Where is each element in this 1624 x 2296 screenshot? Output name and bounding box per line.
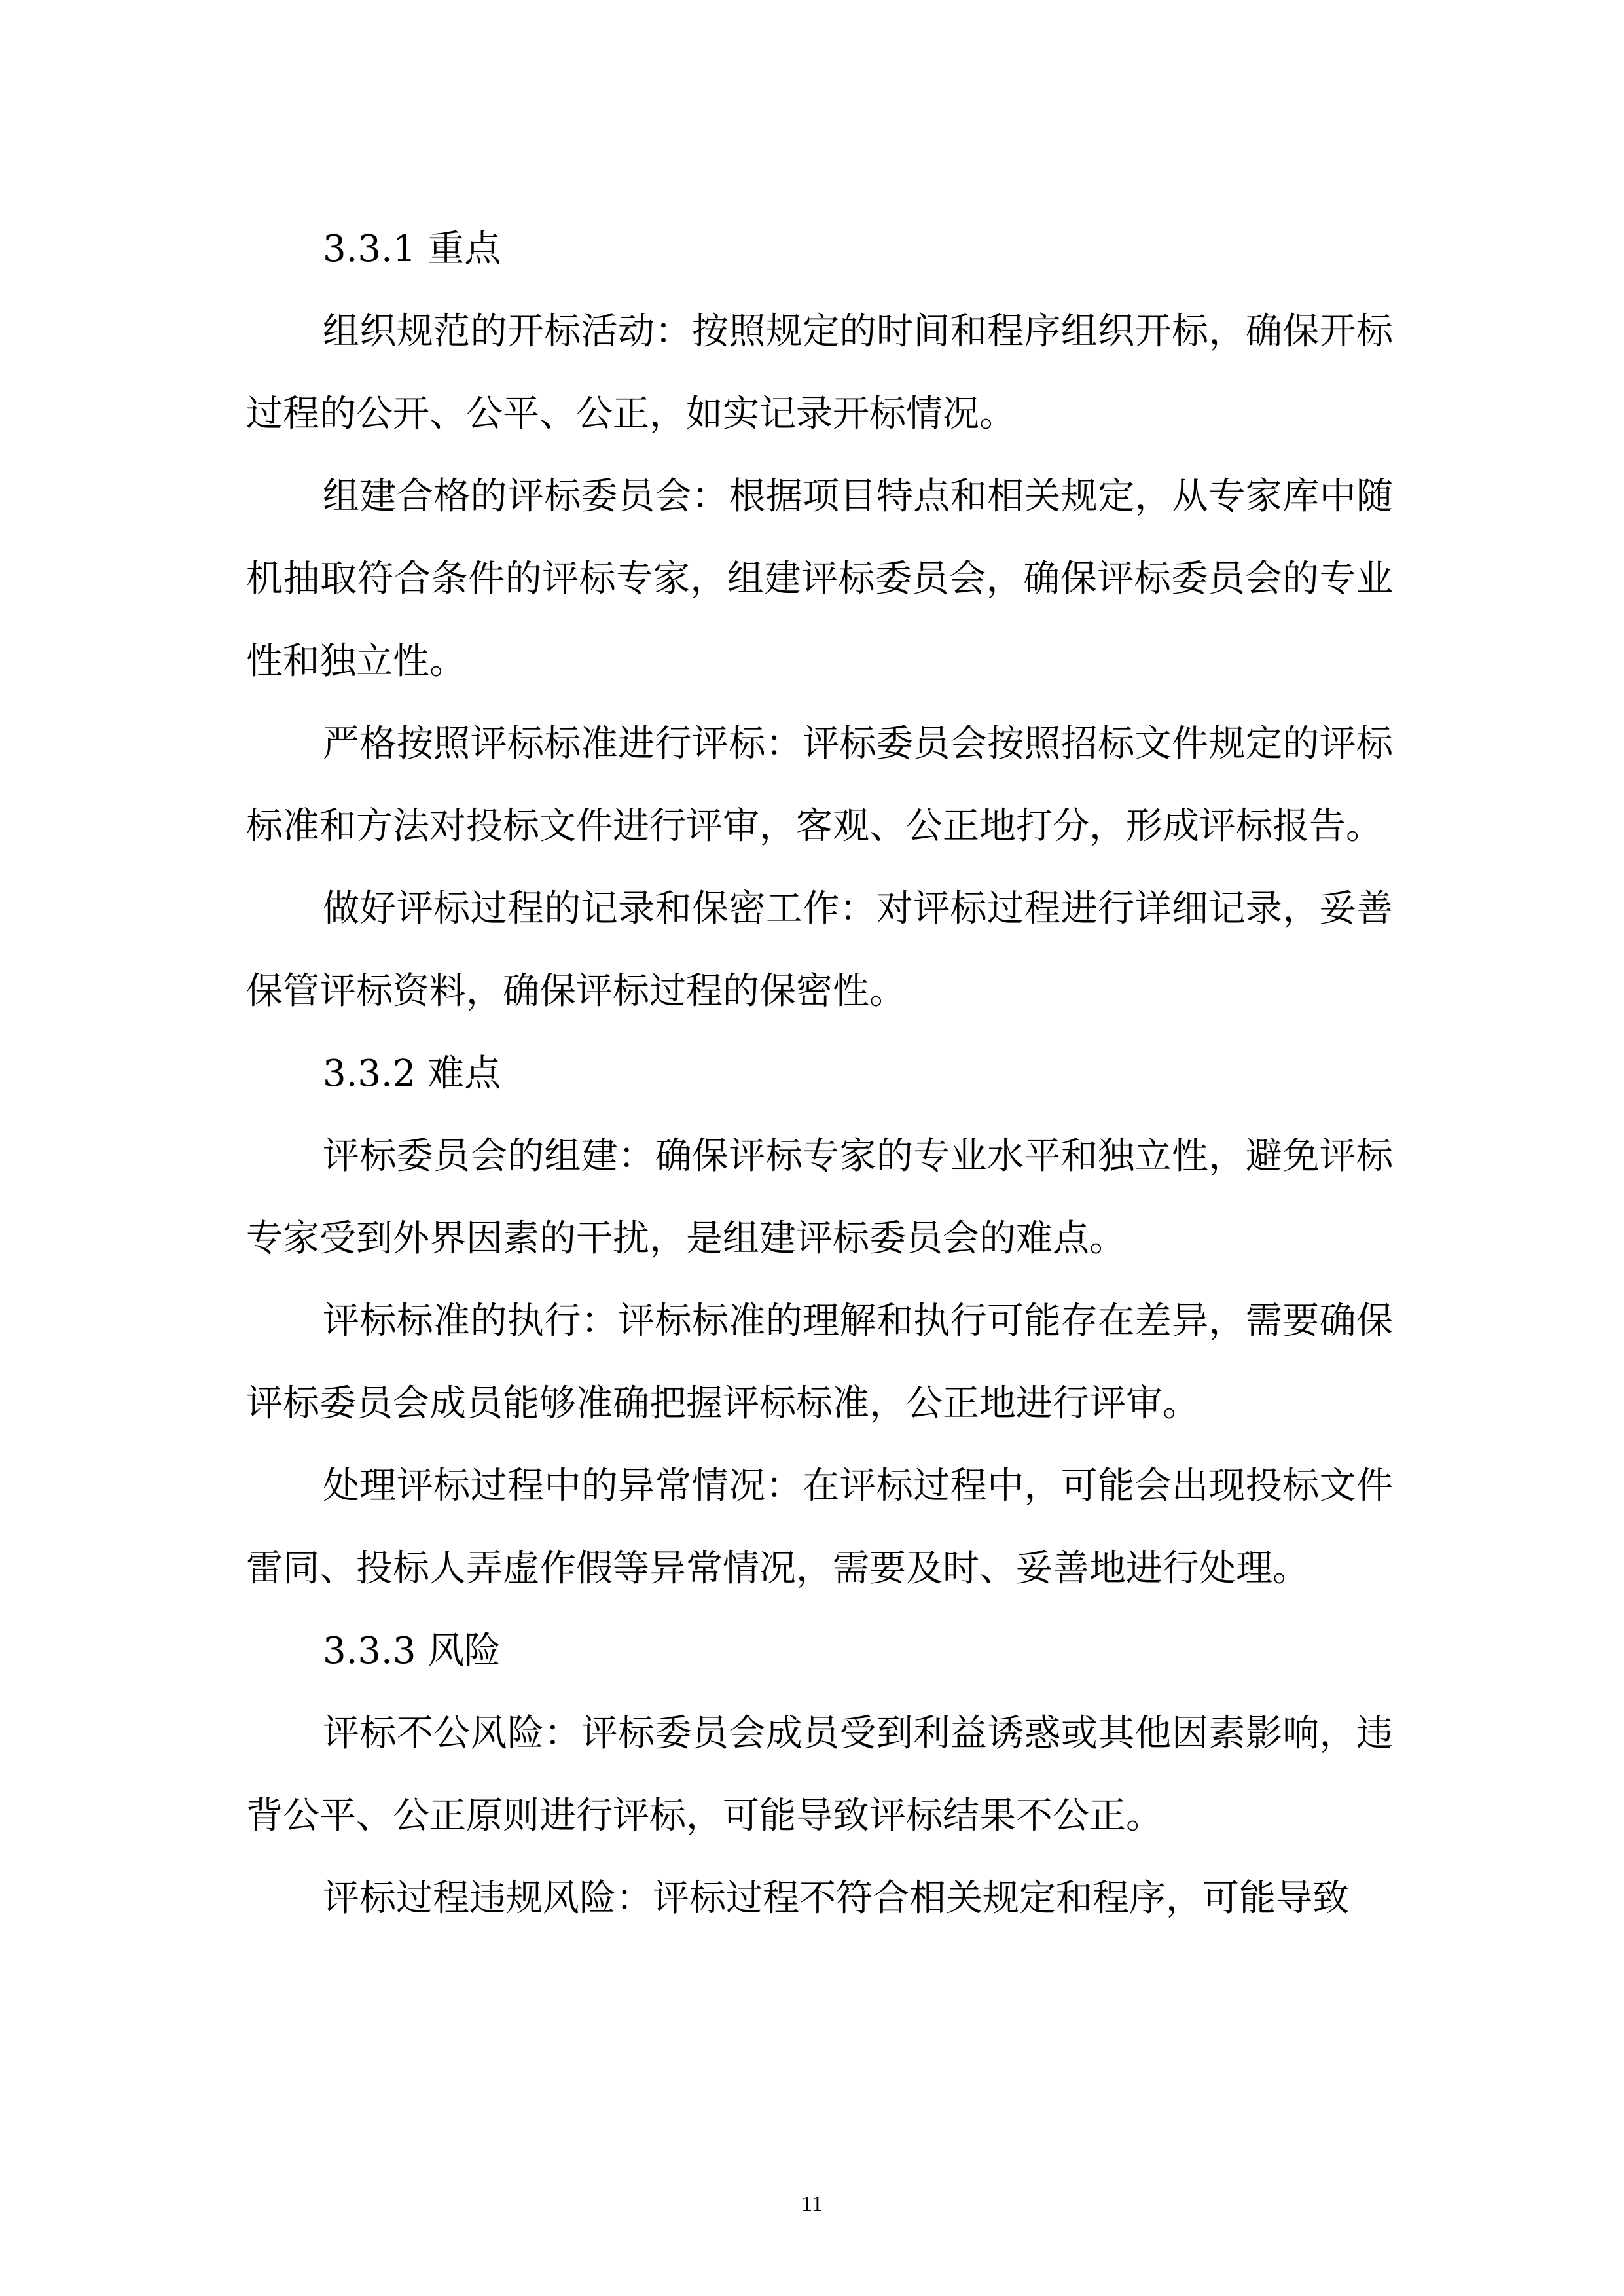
paragraph: 评标委员会的组建：确保评标专家的专业水平和独立性，避免评标专家受到外界因素的干扰，是组建评标委员会的难点。 [246, 1135, 1393, 1260]
paragraph: 组建合格的评标委员会：根据项目特点和相关规定，从专家库中随机抽取符合条件的评标专家，组建评标委员会，确保评标委员会的专业性和独立性。 [246, 475, 1393, 683]
paragraph: 组织规范的开标活动：按照规定的时间和程序组织开标，确保开标过程的公开、公平、公正，如实记录开标情况。 [246, 310, 1393, 435]
section-risks [246, 1610, 1393, 1940]
section-heading: 3.3.3 风险 [323, 1630, 501, 1672]
section-difficulties [246, 1033, 1393, 1610]
section-heading: 3.3.1 重点 [323, 228, 501, 270]
page-body [246, 208, 1393, 1940]
paragraph: 评标过程违规风险：评标过程不符合相关规定和程序，可能导致 [323, 1877, 1349, 1920]
section-key-points [246, 208, 1393, 1033]
paragraph: 评标标准的执行：评标标准的理解和执行可能存在差异，需要确保评标委员会成员能够准确把握评标标准，公正地进行评审。 [246, 1300, 1393, 1425]
paragraph: 处理评标过程中的异常情况：在评标过程中，可能会出现投标文件雷同、投标人弄虚作假等异常情况，需要及时、妥善地进行处理。 [246, 1465, 1393, 1590]
page-number: 11 [801, 2192, 823, 2216]
section-heading: 3.3.2 难点 [323, 1052, 501, 1095]
paragraph: 做好评标过程的记录和保密工作：对评标过程进行详细记录，妥善保管评标资料，确保评标过程的保密性。 [246, 888, 1393, 1013]
paragraph: 评标不公风险：评标委员会成员受到利益诱惑或其他因素影响，违背公平、公正原则进行评标，可能导致评标结果不公正。 [246, 1712, 1393, 1837]
paragraph: 严格按照评标标准进行评标：评标委员会按照招标文件规定的评标标准和方法对投标文件进行评审，客观、公正地打分，形成评标报告。 [246, 723, 1393, 848]
